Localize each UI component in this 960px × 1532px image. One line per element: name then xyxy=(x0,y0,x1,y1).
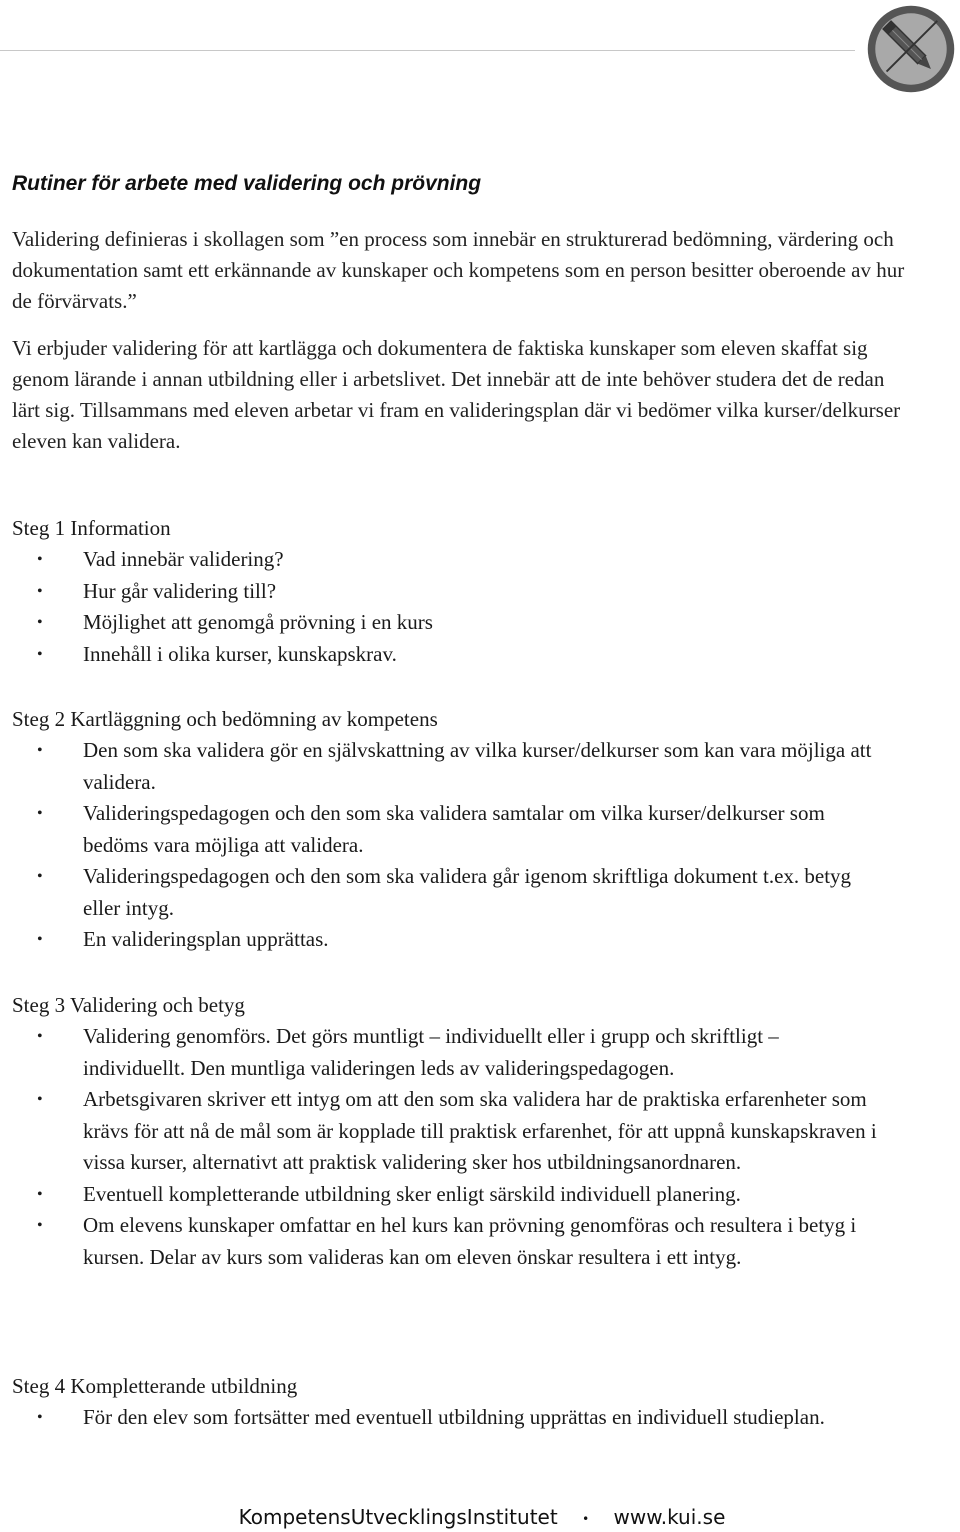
list-item xyxy=(12,607,883,639)
step-heading: Steg 3 Validering och betyg xyxy=(12,993,245,1017)
bullet-icon: • xyxy=(37,551,43,568)
list-item xyxy=(12,1179,883,1211)
bullet-icon: • xyxy=(37,868,43,885)
bullet-icon: • xyxy=(37,742,43,759)
step-3-list xyxy=(12,1021,932,1273)
page-footer xyxy=(0,1505,960,1529)
list-item-text: Om elevens kunskaper omfattar en hel kurs kan prövning genomföras och resultera i betyg i kursen. Delar av kurs som valideras kan om eleven önskar resultera i ett intyg. xyxy=(83,1213,857,1269)
list-item-text: Valideringspedagogen och den som ska validera går igenom skriftliga dokument t.ex. betyg eller intyg. xyxy=(83,864,852,920)
footer-separator: • xyxy=(582,1511,590,1526)
list-item xyxy=(12,1084,883,1179)
step-2-list xyxy=(12,735,932,956)
step-1-section xyxy=(12,513,932,670)
step-heading: Steg 2 Kartläggning och bedömning av kompetens xyxy=(12,707,438,731)
list-item-text: En valideringsplan upprättas. xyxy=(83,927,329,951)
step-2-section xyxy=(12,704,932,956)
list-item-text: Hur går validering till? xyxy=(83,578,277,603)
step-4-section xyxy=(12,1371,932,1434)
header-rule xyxy=(0,50,855,51)
bullet-icon: • xyxy=(37,645,43,663)
page-title: Rutiner för arbete med validering och prövning xyxy=(12,172,482,195)
intro-paragraph-2: Vi erbjuder validering för att kartlägga och dokumentera de faktiska kunskaper som eleven skaffat sig genom lärande i annan utbildning eller i arbetslivet. Det innebär att de inte behöver studera det de redan lärt sig. Tillsammans med eleven arbetar vi fram en valideringsplan där vi bedömer vilka kurser/delkurser eleven kan validera. xyxy=(12,336,901,453)
list-item xyxy=(12,924,883,956)
step-4-list xyxy=(12,1402,932,1434)
footer-org: KompetensUtvecklingsInstitutet xyxy=(238,1505,558,1529)
list-item xyxy=(12,1021,883,1084)
list-item-text: Eventuell kompletterande utbildning sker enligt särskild individuell planering. xyxy=(83,1181,741,1206)
list-item-text: Vad innebär validering? xyxy=(83,547,284,571)
list-item xyxy=(12,1210,883,1273)
step-1-list xyxy=(12,544,932,670)
list-item xyxy=(12,798,883,861)
bullet-icon: • xyxy=(37,1217,43,1234)
step-3-section xyxy=(12,990,932,1273)
step-heading: Steg 1 Information xyxy=(12,516,171,540)
list-item xyxy=(12,639,883,671)
bullet-icon: • xyxy=(37,805,43,822)
step-heading: Steg 4 Kompletterande utbildning xyxy=(12,1374,298,1398)
list-item xyxy=(12,544,883,576)
list-item-text: Möjlighet att genomgå prövning i en kurs xyxy=(83,610,433,634)
list-item xyxy=(12,576,883,608)
bullet-icon: • xyxy=(37,1409,43,1426)
list-item-text: Validering genomförs. Det görs muntligt – individuellt eller i grupp och skriftligt – individuellt. Den muntliga valideringen leds av valideringspedagogen. xyxy=(83,1024,779,1080)
list-item-text: För den elev som fortsätter med eventuell utbildning upprättas en individuell studieplan. xyxy=(83,1405,825,1429)
list-item-text: Den som ska validera gör en självskattning av vilka kurser/delkurser som kan vara möjliga att validera. xyxy=(83,738,872,794)
intro-paragraph-1: Validering definieras i skollagen som ”en process som innebär en strukturerad bedömning, värdering och dokumentation samt ett erkännande av kunskaper och kompetens som en person besitter oberoende av hur de förvärvats.” xyxy=(12,227,905,313)
bullet-icon: • xyxy=(37,582,43,600)
list-item-text: Arbetsgivaren skriver ett intyg om att den som ska validera har de praktiska erfarenheter som krävs för att nå de mål som är kopplade till praktisk erfarenhet, för att uppnå kunskapskraven i vissa kurser, alternativt att praktisk validering sker hos utbildningsanordnaren. xyxy=(83,1087,877,1174)
bullet-icon: • xyxy=(37,1091,43,1108)
bullet-icon: • xyxy=(37,1185,43,1203)
list-item xyxy=(12,1402,883,1434)
list-item-text: Valideringspedagogen och den som ska validera samtalar om vilka kurser/delkurser som bedöms vara möjliga att validera. xyxy=(83,801,825,857)
list-item xyxy=(12,735,883,798)
footer-url[interactable]: www.kui.se xyxy=(613,1505,726,1529)
list-item-text: Innehåll i olika kurser, kunskapskrav. xyxy=(83,641,397,666)
list-item xyxy=(12,861,883,924)
pencil-seal-icon xyxy=(864,2,958,96)
bullet-icon: • xyxy=(37,614,43,631)
bullet-icon: • xyxy=(37,931,43,948)
bullet-icon: • xyxy=(37,1028,43,1045)
